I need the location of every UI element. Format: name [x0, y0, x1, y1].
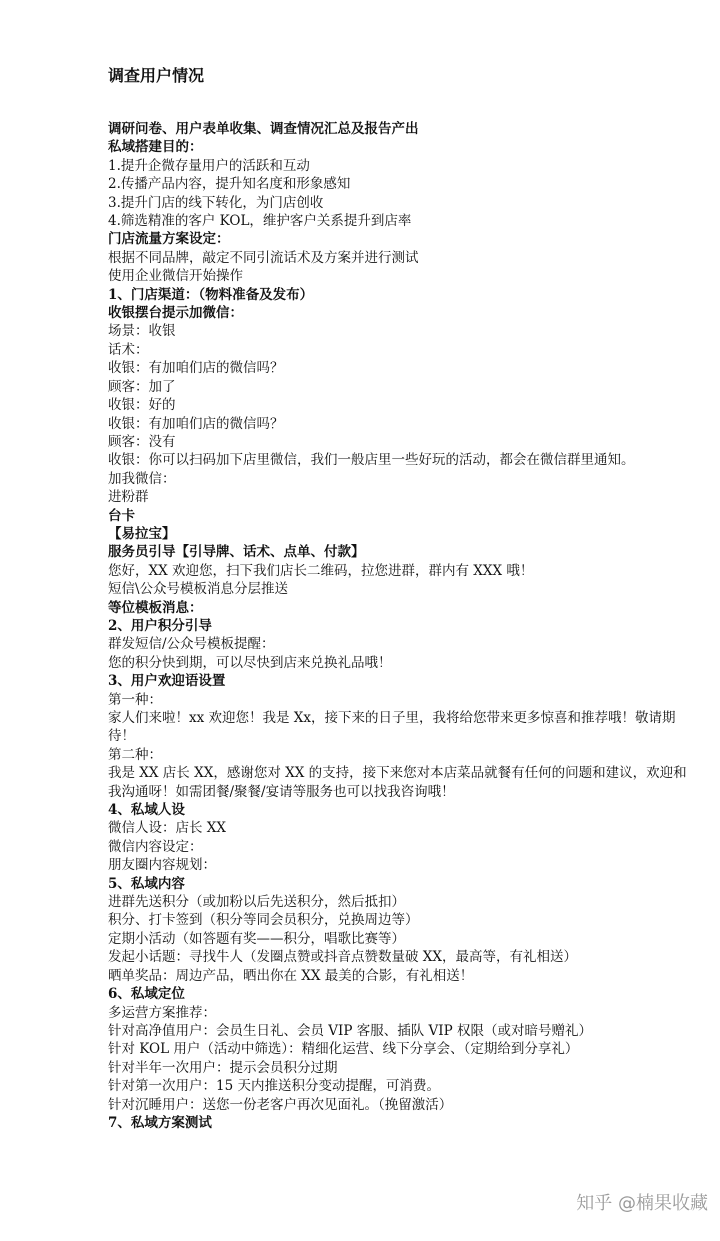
- body-line: 针对半年一次用户：提示会员积分过期: [108, 1059, 338, 1076]
- document: [108, 66, 688, 1132]
- section-heading: 7、私域方案测试: [108, 1114, 212, 1131]
- body-line: 您好，XX 欢迎您，扫下我们店长二维码，拉您进群，群内有 XXX 哦！: [108, 562, 534, 579]
- body-line: 积分、打卡签到（积分等同会员积分，兑换周边等）: [108, 912, 419, 929]
- body-line: 微信人设：店长 XX: [108, 820, 227, 837]
- body-line: 3.提升门店的线下转化，为门店创收: [108, 194, 324, 211]
- body-line: 加我微信：: [108, 470, 176, 487]
- body-line: 我是 XX 店长 XX，感谢您对 XX 的支持，接下来您对本店菜品就餐有任何的问题和建议，欢迎和我沟通呀！如需团餐/聚餐/宴请等服务也可以找我咨询哦！: [108, 765, 687, 800]
- section-heading: 2、用户积分引导: [108, 617, 212, 634]
- body-line: 发起小话题：寻找牛人（发圈点赞或抖音点赞数量破 XX，最高等，有礼相送）: [108, 949, 578, 966]
- section-heading: 4、私域人设: [108, 802, 185, 819]
- body-line: 顾客：没有: [108, 433, 176, 450]
- body-line: 收银：你可以扫码加下店里微信，我们一般店里一些好玩的活动，都会在微信群里通知。: [108, 452, 635, 469]
- body-line: 朋友圈内容规划：: [108, 857, 216, 874]
- section-heading: 6、私域定位: [108, 986, 185, 1003]
- body-line: 2.传播产品内容，提升知名度和形象感知: [108, 176, 351, 193]
- body-line: 短信\公众号模板消息分层推送: [108, 581, 289, 598]
- section-heading: 私域搭建目的：: [108, 139, 203, 156]
- document-body: [108, 120, 688, 1132]
- body-line: 根据不同品牌，敲定不同引流话术及方案并进行测试: [108, 249, 419, 266]
- body-line: 进群先送积分（或加粉以后先送积分，然后抵扣）: [108, 894, 405, 911]
- body-line: 您的积分快到期，可以尽快到店来兑换礼品哦！: [108, 654, 392, 671]
- body-line: 顾客：加了: [108, 378, 176, 395]
- body-line: 4.筛选精准的客户 KOL，维护客户关系提升到店率: [108, 213, 412, 230]
- body-line: 针对沉睡用户：送您一份老客户再次见面礼。（挽留激活）: [108, 1096, 453, 1113]
- document-title: 调查用户情况: [108, 66, 205, 85]
- body-line: 针对 KOL 用户（活动中筛选）：精细化运营、线下分享会、（定期给到分享礼）: [108, 1041, 579, 1058]
- section-heading: 1、门店渠道：（物料准备及发布）: [108, 286, 314, 303]
- body-line: 第二种：: [108, 746, 162, 763]
- body-line: 话术：: [108, 341, 149, 358]
- body-line: 微信内容设定：: [108, 838, 203, 855]
- body-line: 进粉群: [108, 489, 149, 506]
- body-line: 收银：有加咱们店的微信吗？: [108, 415, 284, 432]
- body-line: 1.提升企微存量用户的活跃和互动: [108, 157, 310, 174]
- section-heading: 调研问卷、用户表单收集、调查情况汇总及报告产出: [108, 121, 419, 137]
- body-line: 收银：有加咱们店的微信吗？: [108, 360, 284, 377]
- body-line: 第一种：: [108, 691, 162, 708]
- body-line: 家人们来啦！xx 欢迎您！我是 Xx，接下来的日子里，我将给您带来更多惊喜和推荐哦！敬请期待！: [108, 710, 676, 745]
- body-line: 场景：收银: [108, 323, 176, 340]
- body-line: 晒单奖品：周边产品，晒出你在 XX 最美的合影，有礼相送！: [108, 967, 474, 984]
- body-line: 多运营方案推荐：: [108, 1004, 216, 1021]
- body-line: 群发短信/公众号模板提醒：: [108, 636, 275, 653]
- body-line: 收银：好的: [108, 397, 176, 414]
- section-heading: 收银摆台提示加微信：: [108, 305, 243, 322]
- zhihu-watermark: 知乎 @楠果收藏: [576, 1193, 708, 1214]
- section-heading: 门店流量方案设定：: [108, 231, 230, 248]
- body-line: 定期小活动（如答题有奖——积分，唱歌比赛等）: [108, 930, 405, 947]
- body-line: 针对高净值用户：会员生日礼、会员 VIP 客服、插队 VIP 权限（或对暗号赠礼）: [108, 1022, 592, 1039]
- section-heading: 服务员引导【引导牌、话术、点单、付款】: [108, 544, 365, 561]
- section-heading: 3、用户欢迎语设置: [108, 673, 226, 690]
- body-line: 针对第一次用户：15 天内推送积分变动提醒，可消费。: [108, 1078, 440, 1095]
- section-heading: 台卡: [108, 507, 135, 524]
- section-heading: 【易拉宝】: [108, 525, 176, 542]
- section-heading: 5、私域内容: [108, 875, 185, 892]
- section-heading: 等位模板消息：: [108, 599, 203, 616]
- body-line: 使用企业微信开始操作: [108, 268, 243, 285]
